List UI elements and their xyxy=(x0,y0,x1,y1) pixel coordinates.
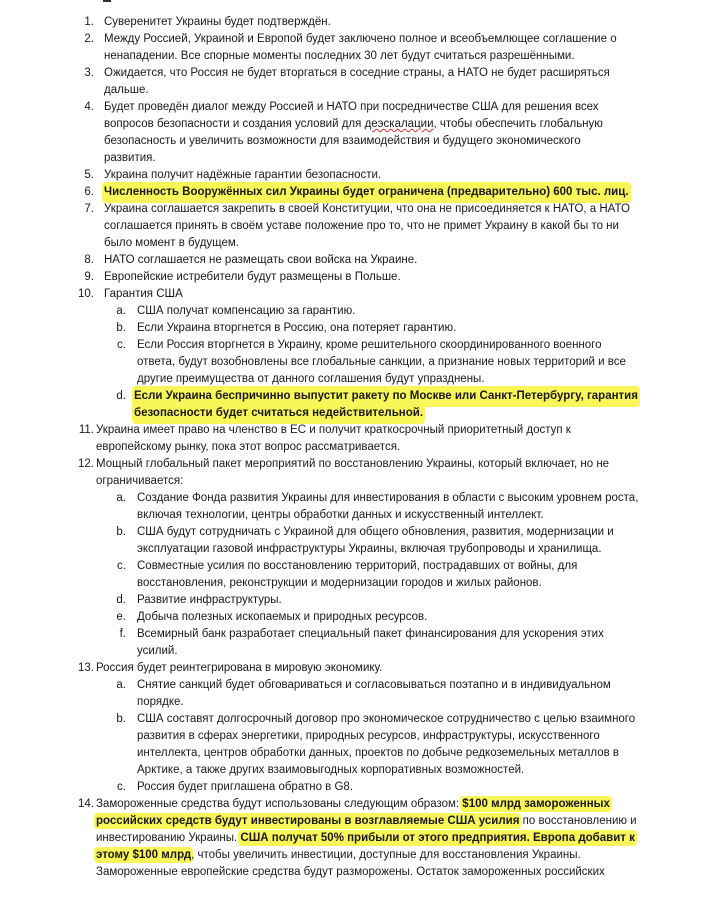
item-text: Россия будет приглашена обратно в G8. xyxy=(137,781,354,793)
item-number: 6. xyxy=(84,186,94,198)
item-text: ненападении. Все спорные моменты последних 30 лет будут считаться разрешёнными. xyxy=(104,50,575,62)
item-number: 8. xyxy=(84,254,94,266)
item-number: 14. xyxy=(78,798,94,810)
item-number: 12. xyxy=(78,458,94,470)
item-text: безопасность и увеличить возможности для взаимодействия и будущего экономического xyxy=(104,135,581,147)
item-text: Замороженные европейские средства будут разморожены. Остаток замороженных российских xyxy=(96,866,605,878)
item-letter: a. xyxy=(116,679,126,691)
item-number: 5. xyxy=(84,169,94,181)
item-text: другие преимущества от данного соглашения будут упразднены. xyxy=(137,373,485,385)
item-letter: c. xyxy=(117,339,126,351)
item-letter: c. xyxy=(117,781,126,793)
item-text xyxy=(96,847,581,864)
item-text: ограничивается: xyxy=(96,475,184,487)
item-text: было момент в будущем. xyxy=(104,237,239,249)
item-letter: b. xyxy=(116,713,126,725)
item-text xyxy=(96,813,637,830)
item-text: США составят долгосрочный договор про экономическое сотрудничество с целью взаимного xyxy=(137,713,636,725)
item-text: США будут сотрудничать с Украиной для общего обновления, развития, модернизации и xyxy=(137,526,614,538)
item-text: Добыча полезных ископаемых и природных ресурсов. xyxy=(137,611,428,623)
item-text: Между Россией, Украиной и Европой будет заключено полное и всеобъемлющее соглашение о xyxy=(104,33,617,45)
highlighted-text: Численность Вооружённых сил Украины будет ограничена (предварительно) 600 тыс. лиц. xyxy=(104,184,629,201)
item-text: эксплуатации газовой инфраструктуры Украины, включая трубопроводы и хранилища. xyxy=(137,543,602,555)
item-letter: a. xyxy=(116,492,126,504)
item-letter: d. xyxy=(116,390,126,402)
highlighted-text: безопасности будет считаться недействительной. xyxy=(134,405,423,422)
item-text: развития в сферах энергетики, природных ресурсов, инфраструктуры, искусственного xyxy=(137,730,600,742)
item-number: 10. xyxy=(78,288,94,300)
item-number: 11. xyxy=(78,424,94,436)
item-text: Россия будет реинтегрирована в мировую экономику. xyxy=(96,662,383,674)
item-number: 1. xyxy=(84,16,94,28)
item-letter: b. xyxy=(116,526,126,538)
highlighted-text: Если Украина беспричинно выпустит ракету по Москве или Санкт-Петербургу, гарантия xyxy=(134,388,638,405)
item-text: Создание Фонда развития Украины для инвестирования в области с высоким уровнем роста, xyxy=(137,492,639,504)
item-text: Снятие санкций будет обговариваться и согласовываться поэтапно и в индивидуальном xyxy=(137,679,611,691)
highlighted-text: США получат 50% прибыли от этого предприятия. Европа добавит к xyxy=(240,832,635,844)
item-text: Ожидается, что Россия не будет вторгаться в соседние страны, а НАТО не будет расширяться xyxy=(104,67,610,79)
item-text xyxy=(96,796,610,813)
item-text: дальше. xyxy=(104,84,149,96)
item-text: интеллекта, центров обработки данных, проектов по добыче редкоземельных металлов в xyxy=(137,747,620,759)
item-letter: f. xyxy=(119,628,126,640)
highlighted-text: российских средств будут инвестированы в возглавляемые США усилия xyxy=(96,815,520,827)
item-text: Суверенитет Украины будет подтверждён. xyxy=(104,16,331,28)
item-text: включая технологии, центры обработки данных и искусственный интеллект. xyxy=(137,509,544,521)
item-number: 13. xyxy=(78,662,94,674)
item-text: ответа, будут возобновлены все глобальные санкции, а признание новых территорий и все xyxy=(137,356,626,368)
item-letter: e. xyxy=(116,611,126,623)
item-number: 4. xyxy=(84,101,94,113)
item-text: Развитие инфраструктуры. xyxy=(137,594,282,606)
item-text: усилий. xyxy=(137,645,178,657)
item-text-part: Замороженные средства будут использованы следующим образом: xyxy=(96,798,463,810)
item-number: 3. xyxy=(84,67,94,79)
item-text: развития. xyxy=(104,152,156,164)
item-text: США получат компенсацию за гарантию. xyxy=(137,305,356,317)
item-text: НАТО соглашается не размещать свои войска на Украине. xyxy=(104,254,418,266)
item-text: Совместные усилия по восстановлению территорий, пострадавших от войны, для xyxy=(137,560,578,572)
item-text-part: , чтобы увеличить инвестиции, доступные для восстановления Украины. xyxy=(191,849,581,861)
item-text: Если Россия вторгнется в Украину, кроме решительного скоординированного военного xyxy=(137,339,602,351)
item-text: соглашается принять в своём уставе положение про то, что не примет Украину в какой бы то ни xyxy=(104,220,619,232)
item-text: Всемирный банк разработает специальный пакет финансирования для ускорения этих xyxy=(137,628,604,640)
item-text: порядке. xyxy=(137,696,184,708)
highlighted-text: этому $100 млрд xyxy=(96,849,192,861)
item-letter: d. xyxy=(116,594,126,606)
item-text: Арктике, а также других взаимовыгодных корпоративных возможностей. xyxy=(137,764,525,776)
item-text: Украина имеет право на членство в ЕС и получит краткосрочный приоритетный доступ к xyxy=(96,424,571,436)
item-text: Украина получит надёжные гарантии безопасности. xyxy=(104,169,382,181)
item-text-part: вопросов безопасности и создания условий для xyxy=(104,118,365,130)
item-text: Мощный глобальный пакет мероприятий по восстановлению Украины, который включает, но не xyxy=(96,458,610,470)
item-text xyxy=(104,116,603,133)
item-letter: a. xyxy=(116,305,126,317)
item-number: 9. xyxy=(84,271,94,283)
item-text-part: по восстановлению и xyxy=(519,815,637,827)
item-text: восстановления, реконструкции и модернизации городов и жилых районов. xyxy=(137,577,542,589)
page-top-mark xyxy=(103,0,111,2)
item-number: 2. xyxy=(84,33,94,45)
item-letter: c. xyxy=(117,560,126,572)
item-text: Европейские истребители будут размещены в Польше. xyxy=(104,271,401,283)
item-text: Если Украина вторгнется в Россию, она потеряет гарантию. xyxy=(137,322,457,334)
item-text: Будет проведён диалог между Россией и НАТО при посредничестве США для решения всех xyxy=(104,101,599,113)
item-text: европейскому рынку, пока этот вопрос рассматривается. xyxy=(96,441,401,453)
item-text: Гарантия США xyxy=(104,288,183,300)
item-text xyxy=(96,830,635,847)
spellcheck-word: деэскалации xyxy=(364,118,434,130)
item-text: Украина соглашается закрепить в своей Конституции, что она не присоединяется к НАТО, а НАТО xyxy=(104,203,630,215)
item-letter: b. xyxy=(116,322,126,334)
item-text-part: инвестированию Украины. xyxy=(96,832,241,844)
item-number: 7. xyxy=(84,203,94,215)
highlighted-text: $100 млрд замороженных xyxy=(462,798,610,810)
item-text-part: , чтобы обеспечить глобальную xyxy=(433,118,603,130)
